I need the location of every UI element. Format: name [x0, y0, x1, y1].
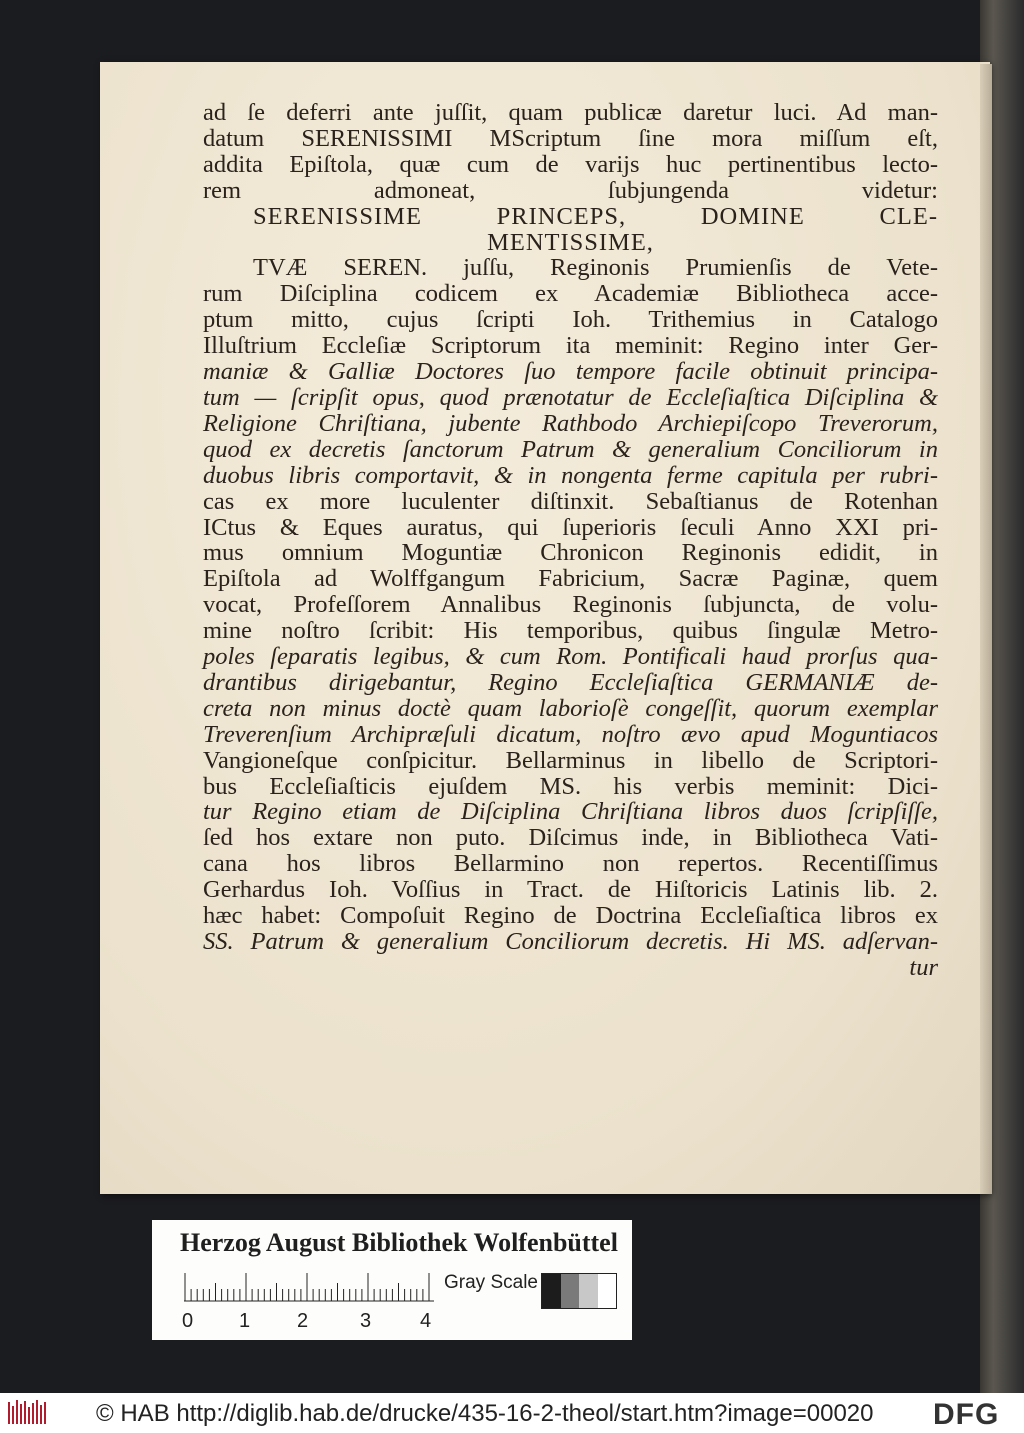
text-line: cas ex more luculenter diſtinxit. Sebaſtianus de Rotenhan	[203, 487, 938, 515]
text-line: creta non minus doctè quam laborioſè congeſſit, quorum exemplar	[203, 694, 938, 722]
gray-swatch	[598, 1274, 617, 1308]
text-line: quod ex decretis ſanctorum Patrum & generalium Conciliorum in	[203, 435, 938, 463]
page-edge	[980, 64, 992, 1194]
library-title: Herzog August Bibliothek Wolfenbüttel	[180, 1228, 618, 1257]
ruler-numbers	[184, 1310, 444, 1338]
text-line: Epiſtola ad Wolffgangum Fabricium, Sacræ Paginæ, quem	[203, 565, 938, 593]
dfg-logo: DFG	[933, 1398, 1000, 1431]
text-line: cana hos libros Bellarmino non repertos. Recentiſſimus	[203, 850, 938, 878]
text-line: ad ſe deferri ante juſſit, quam publicæ daretur luci. Ad man-	[203, 99, 938, 126]
text-line: mus omnium Moguntiæ Chronicon Reginonis edidit, in	[203, 539, 938, 567]
hab-logo-icon	[6, 1398, 50, 1428]
text-line: mine noſtro ſcribit: His temporibus, quibus ſingulæ Metro-	[203, 617, 938, 645]
gray-scale-label: Gray Scale	[444, 1272, 538, 1293]
text-line: ptum mitto, cujus ſcripti Ioh. Trithemius in Catalogo	[203, 306, 938, 334]
gray-swatch	[561, 1274, 580, 1308]
text-line: SS. Patrum & generalium Conciliorum decretis. Hi MS. adſervan-	[203, 928, 938, 955]
gray-scale-swatch	[541, 1273, 617, 1309]
text-line: Vangioneſque conſpicitur. Bellarminus in libello de Scriptori-	[203, 746, 938, 774]
text-line: Treverenſium Archipræſuli dicatum, noſtro ævo apud Moguntiacos	[203, 720, 938, 748]
text-line: vocat, Profeſſorem Annalibus Reginonis ſubjuncta, de volu-	[203, 591, 938, 619]
text-line: tur	[909, 953, 938, 981]
ruler-number: 1	[239, 1310, 251, 1332]
text-line: ſed hos extare non puto. Diſcimus inde, in Bibliotheca Vati-	[203, 824, 938, 852]
text-line: tum — ſcripſit opus, quod prænotatur de Eccleſiaſtica Diſciplina &	[203, 383, 938, 411]
text-line: Gerhardus Ioh. Voſſius in Tract. de Hiſtoricis Latinis lib. 2.	[203, 876, 938, 904]
text-line: tur Regino etiam de Diſciplina Chriſtiana libros duos ſcripſiſſe,	[203, 798, 938, 826]
scale-ruler	[184, 1272, 434, 1302]
text-line: rem admoneat, ſubjungenda videtur:	[203, 176, 938, 204]
ruler-number: 2	[297, 1310, 309, 1332]
page-text	[203, 100, 938, 981]
text-line: datum SERENISSIMI MScriptum ſine mora miſſum eſt,	[203, 124, 938, 152]
ruler-number: 3	[360, 1310, 372, 1332]
text-line: bus Eccleſiaſticis ejuſdem MS. his verbis meminit: Dici-	[203, 772, 938, 800]
text-line: maniæ & Galliæ Doctores ſuo tempore facile obtinuit principa-	[203, 358, 938, 386]
text-line: Religione Chriſtiana, jubente Rathbodo Archiepiſcopo Treverorum,	[203, 409, 938, 437]
gray-swatch	[542, 1274, 561, 1308]
text-line: Illuſtrium Eccleſiæ Scriptorum ita meminit: Regino inter Ger-	[203, 332, 938, 360]
ruler-number: 0	[182, 1310, 194, 1332]
text-line: rum Diſciplina codicem ex Academiæ Bibliotheca acce-	[203, 280, 938, 308]
text-line: SERENISSIME PRINCEPS, DOMINE CLE-	[253, 202, 938, 230]
footer-citation: © HAB http://diglib.hab.de/drucke/435-16-2-theol/start.htm?image=00020	[96, 1400, 874, 1427]
text-line: drantibus dirigebantur, Regino Eccleſiaſtica GERMANIÆ de-	[203, 668, 938, 696]
text-line: MENTISSIME,	[487, 228, 654, 256]
text-line: TVÆ SEREN. juſſu, Reginonis Prumienſis de Vete-	[253, 254, 938, 282]
text-line: poles ſeparatis legibus, & cum Rom. Pontificali haud prorſus qua-	[203, 643, 938, 671]
text-line: hæc habet: Compoſuit Regino de Doctrina Eccleſiaſtica libros ex	[203, 902, 938, 930]
text-line: duobus libris comportavit, & in nongenta ferme capitula per rubri-	[203, 461, 938, 489]
text-line: ICtus & Eques auratus, qui ſuperioris ſeculi Anno XXI pri-	[203, 513, 938, 541]
gray-swatch	[579, 1274, 598, 1308]
ruler-number: 4	[420, 1310, 432, 1332]
text-line: addita Epiſtola, quæ cum de varijs huc pertinentibus lecto-	[203, 150, 938, 178]
